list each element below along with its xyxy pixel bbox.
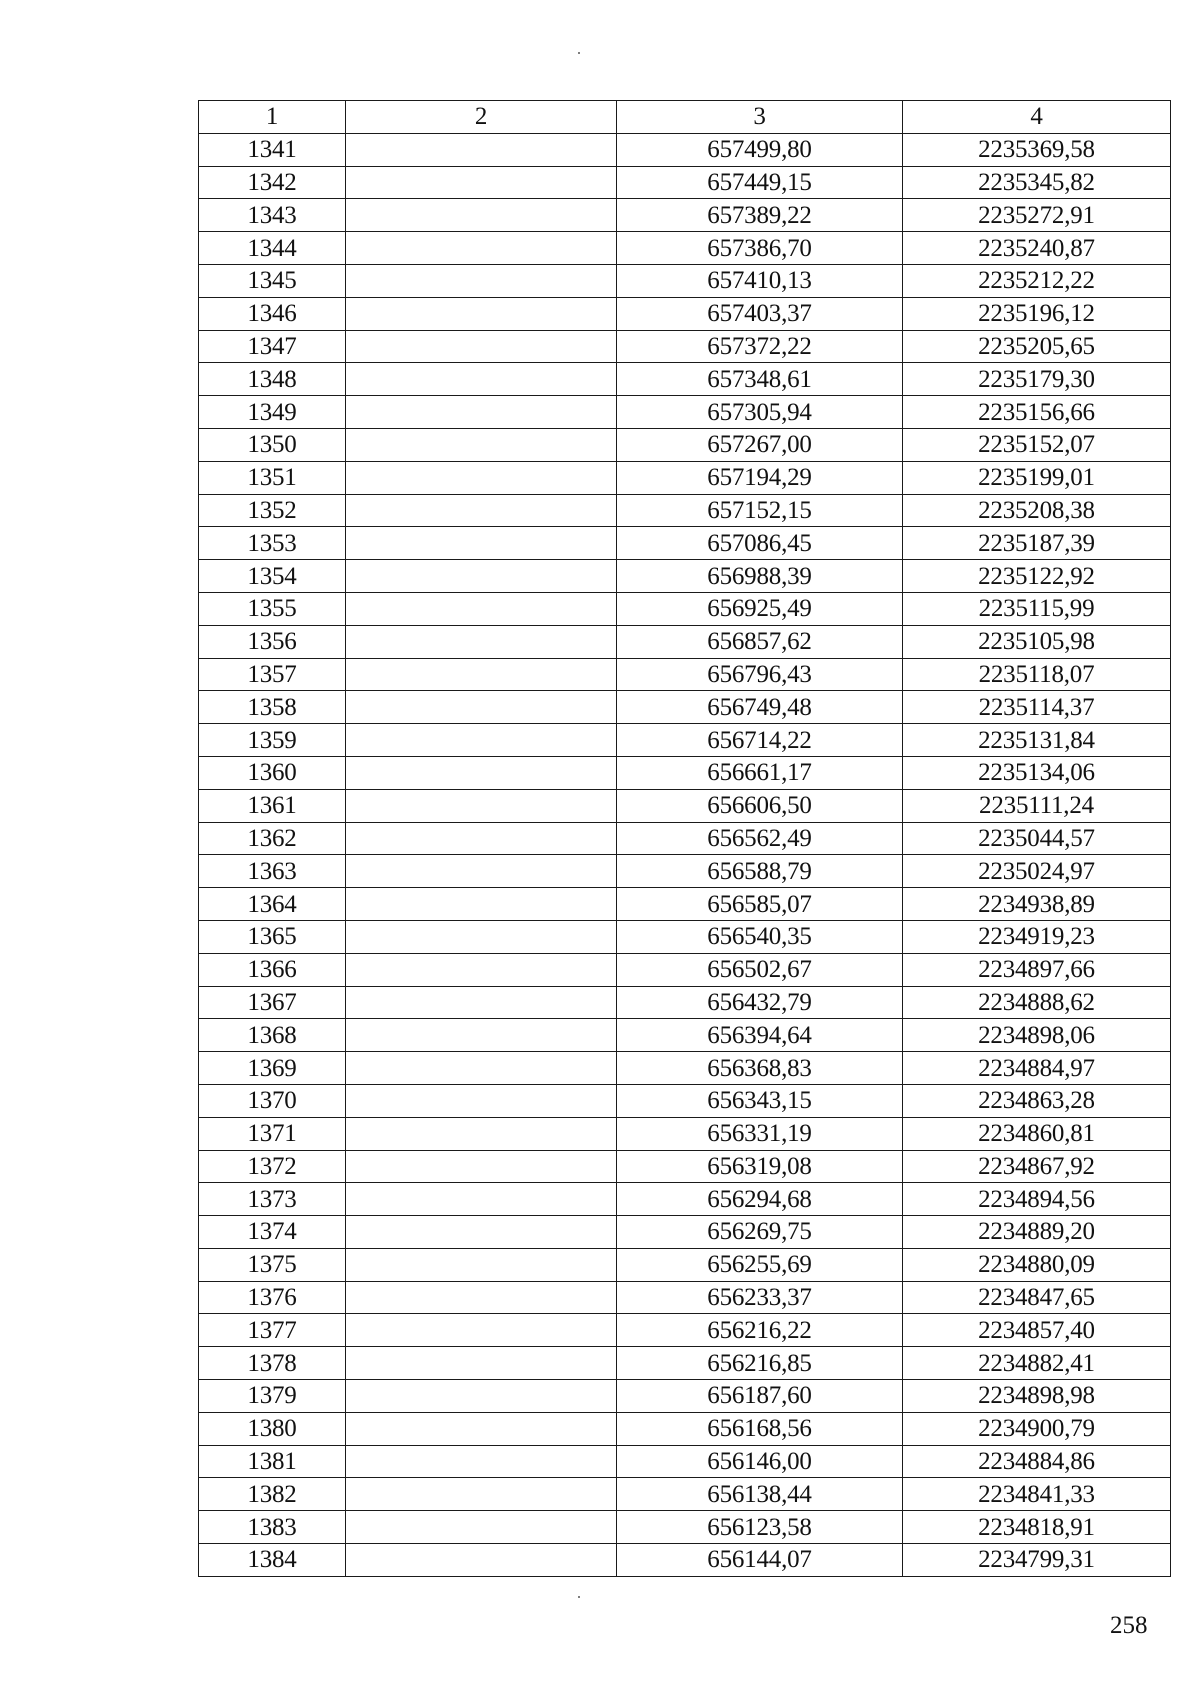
column-2-cell (346, 855, 617, 888)
column-2-cell (346, 658, 617, 691)
table-row (199, 330, 1171, 363)
point-number-cell: 1384 (199, 1544, 346, 1577)
column-2-cell (346, 133, 617, 166)
column-2-cell (346, 756, 617, 789)
x-coordinate-cell: 656216,85 (617, 1347, 903, 1380)
point-number-cell: 1348 (199, 363, 346, 396)
table-row (199, 166, 1171, 199)
y-coordinate-cell: 2234857,40 (903, 1314, 1171, 1347)
table-row (199, 1117, 1171, 1150)
y-coordinate-cell: 2234889,20 (903, 1216, 1171, 1249)
column-2-cell (346, 560, 617, 593)
y-coordinate-cell: 2235118,07 (903, 658, 1171, 691)
y-coordinate-cell: 2235156,66 (903, 396, 1171, 429)
x-coordinate-cell: 656588,79 (617, 855, 903, 888)
x-coordinate-cell: 656562,49 (617, 822, 903, 855)
table-row (199, 625, 1171, 658)
point-number-cell: 1344 (199, 232, 346, 265)
table-row (199, 232, 1171, 265)
table-row (199, 199, 1171, 232)
x-coordinate-cell: 656661,17 (617, 756, 903, 789)
x-coordinate-cell: 656343,15 (617, 1084, 903, 1117)
x-coordinate-cell: 657403,37 (617, 297, 903, 330)
table-header (199, 101, 1171, 134)
column-2-cell (346, 625, 617, 658)
coordinates-table (198, 100, 1171, 1577)
x-coordinate-cell: 656144,07 (617, 1544, 903, 1577)
x-coordinate-cell: 657386,70 (617, 232, 903, 265)
point-number-cell: 1355 (199, 592, 346, 625)
x-coordinate-cell: 656187,60 (617, 1380, 903, 1413)
y-coordinate-cell: 2235199,01 (903, 461, 1171, 494)
point-number-cell: 1377 (199, 1314, 346, 1347)
column-2-cell (346, 264, 617, 297)
column-2-cell (346, 953, 617, 986)
table-row (199, 986, 1171, 1019)
point-number-cell: 1354 (199, 560, 346, 593)
column-2-cell (346, 986, 617, 1019)
x-coordinate-cell: 657086,45 (617, 527, 903, 560)
column-2-cell (346, 1084, 617, 1117)
x-coordinate-cell: 656585,07 (617, 888, 903, 921)
point-number-cell: 1346 (199, 297, 346, 330)
point-number-cell: 1370 (199, 1084, 346, 1117)
y-coordinate-cell: 2234863,28 (903, 1084, 1171, 1117)
y-coordinate-cell: 2235044,57 (903, 822, 1171, 855)
table-row (199, 264, 1171, 297)
column-2-cell (346, 920, 617, 953)
table-row (199, 822, 1171, 855)
column-2-cell (346, 1248, 617, 1281)
scan-speck (578, 52, 580, 54)
y-coordinate-cell: 2234898,98 (903, 1380, 1171, 1413)
point-number-cell: 1341 (199, 133, 346, 166)
y-coordinate-cell: 2234882,41 (903, 1347, 1171, 1380)
column-2-cell (346, 691, 617, 724)
column-2-cell (346, 1019, 617, 1052)
point-number-cell: 1371 (199, 1117, 346, 1150)
column-2-cell (346, 1347, 617, 1380)
table-row (199, 592, 1171, 625)
x-coordinate-cell: 656216,22 (617, 1314, 903, 1347)
column-header-4: 4 (903, 101, 1171, 134)
column-2-cell (346, 1478, 617, 1511)
column-2-cell (346, 1117, 617, 1150)
y-coordinate-cell: 2235208,38 (903, 494, 1171, 527)
x-coordinate-cell: 656432,79 (617, 986, 903, 1019)
y-coordinate-cell: 2234938,89 (903, 888, 1171, 921)
table-row (199, 428, 1171, 461)
point-number-cell: 1368 (199, 1019, 346, 1052)
table-row (199, 494, 1171, 527)
column-header-2: 2 (346, 101, 617, 134)
column-2-cell (346, 724, 617, 757)
point-number-cell: 1356 (199, 625, 346, 658)
point-number-cell: 1367 (199, 986, 346, 1019)
y-coordinate-cell: 2234867,92 (903, 1150, 1171, 1183)
point-number-cell: 1380 (199, 1412, 346, 1445)
column-2-cell (346, 592, 617, 625)
table-row (199, 1248, 1171, 1281)
column-2-cell (346, 1150, 617, 1183)
table-row (199, 1150, 1171, 1183)
x-coordinate-cell: 656988,39 (617, 560, 903, 593)
table-row (199, 888, 1171, 921)
table-row (199, 1052, 1171, 1085)
column-2-cell (346, 1412, 617, 1445)
y-coordinate-cell: 2235105,98 (903, 625, 1171, 658)
page-number: 258 (1110, 1612, 1148, 1639)
table-row (199, 1478, 1171, 1511)
x-coordinate-cell: 656146,00 (617, 1445, 903, 1478)
column-2-cell (346, 494, 617, 527)
column-header-1: 1 (199, 101, 346, 134)
point-number-cell: 1362 (199, 822, 346, 855)
y-coordinate-cell: 2235134,06 (903, 756, 1171, 789)
x-coordinate-cell: 657449,15 (617, 166, 903, 199)
y-coordinate-cell: 2235345,82 (903, 166, 1171, 199)
x-coordinate-cell: 657410,13 (617, 264, 903, 297)
column-2-cell (346, 789, 617, 822)
y-coordinate-cell: 2235272,91 (903, 199, 1171, 232)
point-number-cell: 1374 (199, 1216, 346, 1249)
point-number-cell: 1361 (199, 789, 346, 822)
column-2-cell (346, 888, 617, 921)
point-number-cell: 1379 (199, 1380, 346, 1413)
y-coordinate-cell: 2235240,87 (903, 232, 1171, 265)
table-row (199, 1019, 1171, 1052)
y-coordinate-cell: 2234818,91 (903, 1511, 1171, 1544)
table-row (199, 527, 1171, 560)
y-coordinate-cell: 2235187,39 (903, 527, 1171, 560)
y-coordinate-cell: 2234847,65 (903, 1281, 1171, 1314)
y-coordinate-cell: 2235212,22 (903, 264, 1171, 297)
y-coordinate-cell: 2234897,66 (903, 953, 1171, 986)
point-number-cell: 1352 (199, 494, 346, 527)
point-number-cell: 1350 (199, 428, 346, 461)
table-row (199, 756, 1171, 789)
table-row (199, 789, 1171, 822)
point-number-cell: 1345 (199, 264, 346, 297)
table-body (199, 133, 1171, 1576)
scan-speck (578, 1596, 580, 1598)
x-coordinate-cell: 656749,48 (617, 691, 903, 724)
column-2-cell (346, 363, 617, 396)
table-row (199, 1183, 1171, 1216)
table-row (199, 1084, 1171, 1117)
column-2-cell (346, 822, 617, 855)
point-number-cell: 1372 (199, 1150, 346, 1183)
table-row (199, 1380, 1171, 1413)
point-number-cell: 1382 (199, 1478, 346, 1511)
point-number-cell: 1343 (199, 199, 346, 232)
point-number-cell: 1357 (199, 658, 346, 691)
point-number-cell: 1351 (199, 461, 346, 494)
column-2-cell (346, 527, 617, 560)
point-number-cell: 1349 (199, 396, 346, 429)
x-coordinate-cell: 656138,44 (617, 1478, 903, 1511)
y-coordinate-cell: 2235114,37 (903, 691, 1171, 724)
table-row (199, 363, 1171, 396)
table-row (199, 297, 1171, 330)
table-row (199, 461, 1171, 494)
column-2-cell (346, 330, 617, 363)
x-coordinate-cell: 657305,94 (617, 396, 903, 429)
column-header-3: 3 (617, 101, 903, 134)
x-coordinate-cell: 656168,56 (617, 1412, 903, 1445)
point-number-cell: 1347 (199, 330, 346, 363)
point-number-cell: 1378 (199, 1347, 346, 1380)
table-row (199, 920, 1171, 953)
x-coordinate-cell: 656368,83 (617, 1052, 903, 1085)
x-coordinate-cell: 657348,61 (617, 363, 903, 396)
column-2-cell (346, 1281, 617, 1314)
x-coordinate-cell: 657267,00 (617, 428, 903, 461)
point-number-cell: 1383 (199, 1511, 346, 1544)
table-row (199, 1544, 1171, 1577)
header-row (199, 101, 1171, 134)
point-number-cell: 1342 (199, 166, 346, 199)
x-coordinate-cell: 657389,22 (617, 199, 903, 232)
table-row (199, 1347, 1171, 1380)
x-coordinate-cell: 657372,22 (617, 330, 903, 363)
x-coordinate-cell: 656540,35 (617, 920, 903, 953)
column-2-cell (346, 1511, 617, 1544)
table-row (199, 133, 1171, 166)
column-2-cell (346, 1052, 617, 1085)
y-coordinate-cell: 2235369,58 (903, 133, 1171, 166)
table-row (199, 1511, 1171, 1544)
y-coordinate-cell: 2234860,81 (903, 1117, 1171, 1150)
y-coordinate-cell: 2234841,33 (903, 1478, 1171, 1511)
column-2-cell (346, 428, 617, 461)
x-coordinate-cell: 656925,49 (617, 592, 903, 625)
x-coordinate-cell: 656796,43 (617, 658, 903, 691)
y-coordinate-cell: 2234799,31 (903, 1544, 1171, 1577)
x-coordinate-cell: 656714,22 (617, 724, 903, 757)
x-coordinate-cell: 656606,50 (617, 789, 903, 822)
table-row (199, 724, 1171, 757)
column-2-cell (346, 232, 617, 265)
x-coordinate-cell: 656255,69 (617, 1248, 903, 1281)
x-coordinate-cell: 657152,15 (617, 494, 903, 527)
x-coordinate-cell: 656233,37 (617, 1281, 903, 1314)
column-2-cell (346, 166, 617, 199)
x-coordinate-cell: 656319,08 (617, 1150, 903, 1183)
y-coordinate-cell: 2234884,86 (903, 1445, 1171, 1478)
point-number-cell: 1359 (199, 724, 346, 757)
y-coordinate-cell: 2235115,99 (903, 592, 1171, 625)
y-coordinate-cell: 2235131,84 (903, 724, 1171, 757)
point-number-cell: 1376 (199, 1281, 346, 1314)
y-coordinate-cell: 2234894,56 (903, 1183, 1171, 1216)
table-row (199, 1314, 1171, 1347)
y-coordinate-cell: 2235196,12 (903, 297, 1171, 330)
point-number-cell: 1369 (199, 1052, 346, 1085)
table-row (199, 1281, 1171, 1314)
x-coordinate-cell: 656857,62 (617, 625, 903, 658)
x-coordinate-cell: 657194,29 (617, 461, 903, 494)
point-number-cell: 1353 (199, 527, 346, 560)
table-row (199, 855, 1171, 888)
y-coordinate-cell: 2235205,65 (903, 330, 1171, 363)
point-number-cell: 1365 (199, 920, 346, 953)
table-row (199, 1216, 1171, 1249)
table-row (199, 1445, 1171, 1478)
y-coordinate-cell: 2235179,30 (903, 363, 1171, 396)
table-row (199, 953, 1171, 986)
y-coordinate-cell: 2235152,07 (903, 428, 1171, 461)
y-coordinate-cell: 2234884,97 (903, 1052, 1171, 1085)
y-coordinate-cell: 2234900,79 (903, 1412, 1171, 1445)
point-number-cell: 1375 (199, 1248, 346, 1281)
column-2-cell (346, 297, 617, 330)
table-row (199, 396, 1171, 429)
y-coordinate-cell: 2235122,92 (903, 560, 1171, 593)
y-coordinate-cell: 2235111,24 (903, 789, 1171, 822)
column-2-cell (346, 461, 617, 494)
point-number-cell: 1381 (199, 1445, 346, 1478)
point-number-cell: 1366 (199, 953, 346, 986)
y-coordinate-cell: 2234919,23 (903, 920, 1171, 953)
table-row (199, 1412, 1171, 1445)
column-2-cell (346, 1544, 617, 1577)
y-coordinate-cell: 2234888,62 (903, 986, 1171, 1019)
column-2-cell (346, 1380, 617, 1413)
column-2-cell (346, 396, 617, 429)
x-coordinate-cell: 657499,80 (617, 133, 903, 166)
point-number-cell: 1360 (199, 756, 346, 789)
y-coordinate-cell: 2234880,09 (903, 1248, 1171, 1281)
point-number-cell: 1358 (199, 691, 346, 724)
x-coordinate-cell: 656502,67 (617, 953, 903, 986)
x-coordinate-cell: 656394,64 (617, 1019, 903, 1052)
column-2-cell (346, 1445, 617, 1478)
x-coordinate-cell: 656123,58 (617, 1511, 903, 1544)
table-row (199, 560, 1171, 593)
y-coordinate-cell: 2234898,06 (903, 1019, 1171, 1052)
table-row (199, 691, 1171, 724)
point-number-cell: 1373 (199, 1183, 346, 1216)
column-2-cell (346, 1314, 617, 1347)
x-coordinate-cell: 656331,19 (617, 1117, 903, 1150)
point-number-cell: 1364 (199, 888, 346, 921)
point-number-cell: 1363 (199, 855, 346, 888)
table-row (199, 658, 1171, 691)
x-coordinate-cell: 656294,68 (617, 1183, 903, 1216)
x-coordinate-cell: 656269,75 (617, 1216, 903, 1249)
y-coordinate-cell: 2235024,97 (903, 855, 1171, 888)
column-2-cell (346, 1183, 617, 1216)
column-2-cell (346, 1216, 617, 1249)
column-2-cell (346, 199, 617, 232)
